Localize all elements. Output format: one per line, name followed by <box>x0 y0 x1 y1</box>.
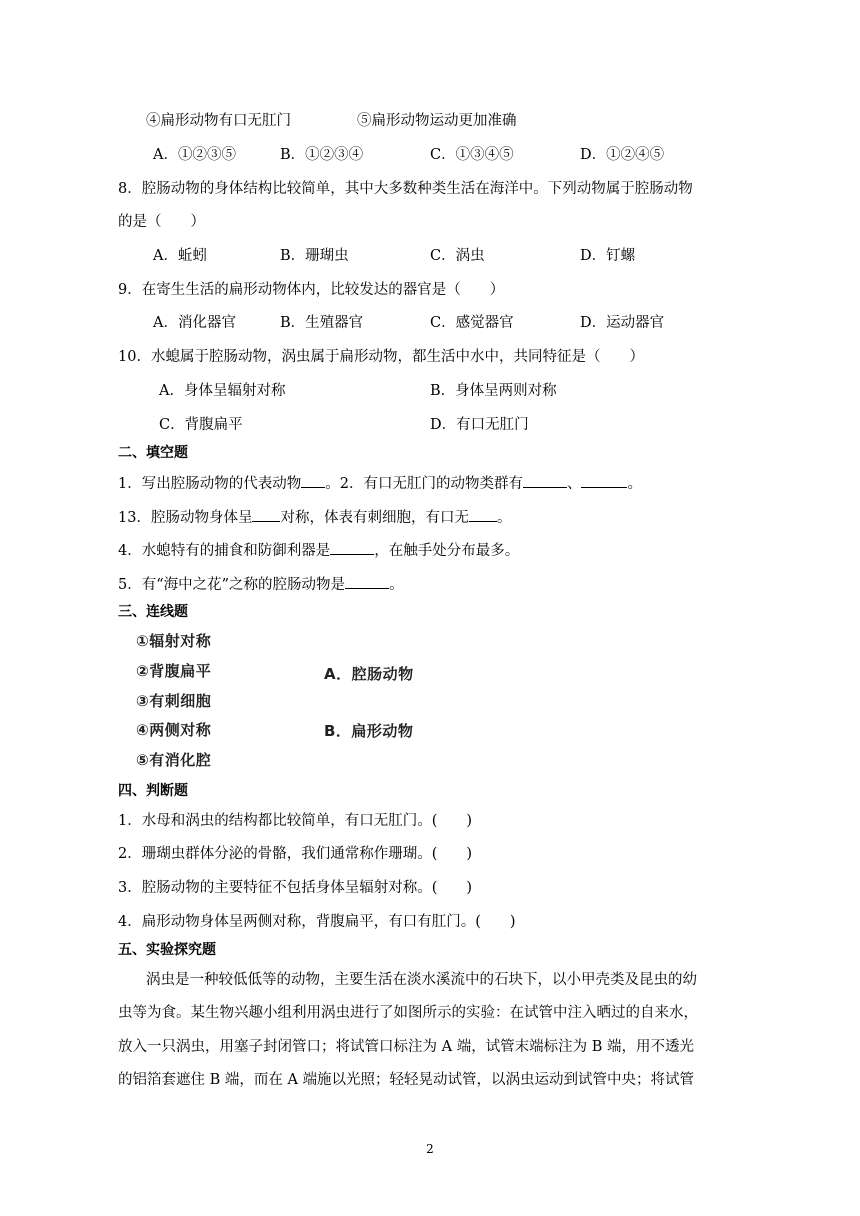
section-fill-blank-title: 二、填空题 <box>118 445 188 461</box>
judgment-item-1: 1．水母和涡虫的结构都比较简单，有口无肛门。( ) <box>118 813 473 829</box>
q8-option-c: C．涡虫 <box>430 248 485 264</box>
matching-right-b: B．扁形动物 <box>324 722 414 740</box>
answer-blank <box>345 574 389 589</box>
answer-blank <box>469 507 497 522</box>
section-matching-title: 三、连线题 <box>118 604 188 620</box>
q9-option-b: B．生殖器官 <box>280 315 364 331</box>
answer-blank <box>581 473 627 488</box>
q8-line2: 的是（ ） <box>118 214 205 230</box>
answer-blank <box>301 473 325 488</box>
fill-text: 。 <box>627 476 642 492</box>
fill-text: 。 <box>496 510 512 526</box>
q10-option-d: D．有口无肛门 <box>430 417 529 433</box>
q10-option-a: A．身体呈辐射对称 <box>159 383 286 399</box>
section-judgment-title: 四、判断题 <box>118 783 188 799</box>
q8-option-b: B．珊瑚虫 <box>280 248 349 264</box>
q7-option-b: B．①②③④ <box>280 147 364 163</box>
matching-left-3: ③有刺细胞 <box>136 692 212 710</box>
fill-text: 。 <box>389 577 404 593</box>
answer-blank <box>523 473 567 488</box>
q7-option-d: D．①②④⑤ <box>580 147 665 163</box>
matching-left-2: ②背腹扁平 <box>136 662 212 680</box>
q9-option-a: A．消化器官 <box>153 315 236 331</box>
fill-blank-4 <box>118 540 519 561</box>
q10-option-b: B．身体呈两则对称 <box>430 383 557 399</box>
q9-option-c: C．感觉器官 <box>430 315 514 331</box>
fill-blank-13 <box>118 507 511 528</box>
q9-option-d: D．运动器官 <box>580 315 665 331</box>
experiment-paragraph-line-4: 的铝箔套遮住 B 端，而在 A 端施以光照；轻轻晃动试管，以涡虫运动到试管中央；将试管 <box>118 1072 695 1088</box>
judgment-item-3: 3．腔肠动物的主要特征不包括身体呈辐射对称。( ) <box>118 880 473 896</box>
fill-text: 、 <box>566 476 582 492</box>
fill-text: 5．有“海中之花”之称的腔肠动物是 <box>118 577 346 593</box>
experiment-paragraph-line-1: 涡虫是一种较低低等的动物，主要生活在淡水溪流中的石块下，以小甲壳类及昆虫的幼 <box>146 972 697 988</box>
q8-option-d: D．钉螺 <box>580 248 636 264</box>
page-number: 2 <box>426 1142 434 1156</box>
q7-statement-4: ④扁形动物有口无肛门 <box>146 113 291 129</box>
q7-option-c: C．①③④⑤ <box>430 147 514 163</box>
q10-option-c: C．背腹扁平 <box>159 417 243 433</box>
experiment-paragraph-line-3: 放入一只涡虫，用塞子封闭管口；将试管口标注为 A 端，试管末端标注为 B 端，用不透光 <box>118 1039 695 1055</box>
q8-option-a: A．蚯蚓 <box>153 248 207 264</box>
judgment-item-2: 2．珊瑚虫群体分泌的骨骼，我们通常称作珊瑚。( ) <box>118 846 473 862</box>
matching-left-5: ⑤有消化腔 <box>136 751 212 769</box>
matching-right-a: A．腔肠动物 <box>324 665 414 683</box>
q8-line1: 8．腔肠动物的身体结构比较简单，其中大多数种类生活在海洋中。下列动物属于腔肠动物 <box>118 181 693 197</box>
judgment-item-4: 4．扁形动物身体呈两侧对称，背腹扁平，有口有肛门。( ) <box>118 914 516 930</box>
fill-blank-1 <box>118 473 642 494</box>
fill-text: 13．腔肠动物身体呈 <box>118 510 253 526</box>
matching-image <box>133 626 433 776</box>
q10-line1: 10．水螅属于腔肠动物，涡虫属于扁形动物，都生活中水中，共同特征是（ ） <box>118 349 644 365</box>
fill-text: 对称，体表有刺细胞，有口无 <box>280 510 469 526</box>
fill-blank-5 <box>118 574 404 595</box>
fill-text: 1．写出腔肠动物的代表动物 <box>118 476 302 492</box>
q7-option-a: A．①②③⑤ <box>153 147 236 163</box>
fill-text: 4．水螅特有的捕食和防御利器是 <box>118 543 331 559</box>
q9-line1: 9．在寄生生活的扁形动物体内，比较发达的器官是（ ） <box>118 282 505 298</box>
answer-blank <box>252 507 280 522</box>
experiment-paragraph-line-2: 虫等为食。某生物兴趣小组利用涡虫进行了如图所示的实验：在试管中注入晒过的自来水， <box>118 1005 698 1021</box>
matching-left-1: ①辐射对称 <box>136 632 212 650</box>
fill-text: 。2．有口无肛门的动物类群有 <box>325 476 523 492</box>
matching-left-4: ④两侧对称 <box>136 721 212 739</box>
section-experiment-title: 五、实验探究题 <box>118 942 216 958</box>
answer-blank <box>330 540 374 555</box>
q7-statement-5: ⑤扁形动物运动更加准确 <box>357 113 517 129</box>
fill-text: ，在触手处分布最多。 <box>374 543 520 559</box>
